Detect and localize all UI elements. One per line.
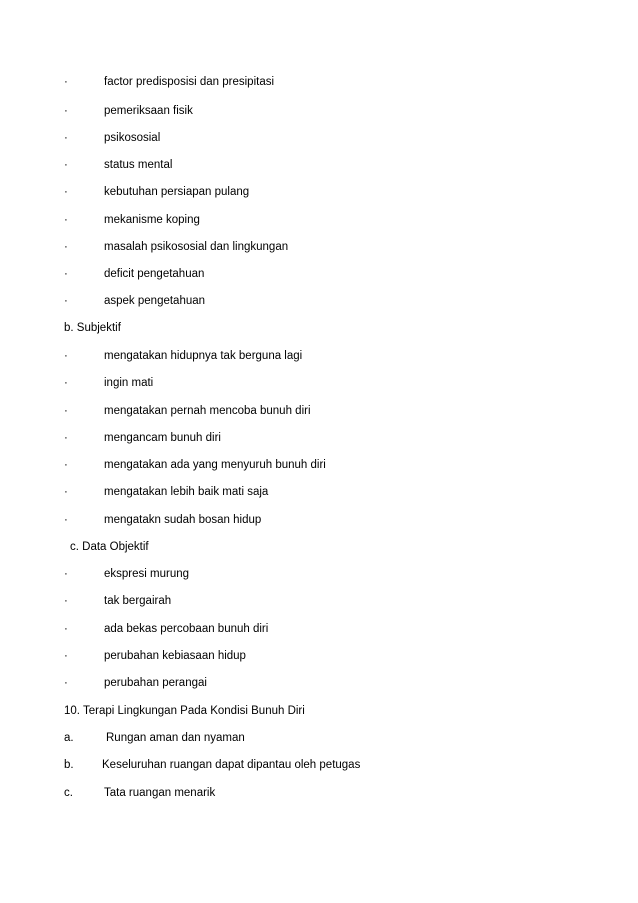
list-item-text: deficit pengetahuan <box>104 268 205 280</box>
list-item-text: Rungan aman dan nyaman <box>106 732 245 744</box>
list-item-text: ada bekas percobaan bunuh diri <box>104 623 269 635</box>
bullet-icon: · <box>64 432 68 444</box>
list-item-text: Tata ruangan menarik <box>104 787 216 799</box>
bullet-icon: · <box>64 486 68 498</box>
bullet-icon: · <box>64 214 68 226</box>
bullet-icon: · <box>64 405 68 417</box>
bullet-icon: · <box>64 159 68 171</box>
bullet-icon: · <box>64 623 68 635</box>
bullet-icon: · <box>64 268 68 280</box>
section-heading-subjektif: b. Subjektif <box>64 322 121 334</box>
bullet-icon: · <box>64 105 68 117</box>
bullet-icon: · <box>64 241 68 253</box>
list-item-text: ekspresi murung <box>104 568 190 580</box>
bullet-icon: · <box>64 377 68 389</box>
bullet-icon: · <box>64 295 68 307</box>
list-item-text: ingin mati <box>104 377 154 389</box>
list-item-text: factor predisposisi dan presipitasi <box>104 76 275 88</box>
bullet-icon: · <box>64 186 68 198</box>
list-item-text: mekanisme koping <box>104 214 200 226</box>
bullet-icon: · <box>64 677 68 689</box>
list-item-text: perubahan perangai <box>104 677 207 689</box>
list-item-text: mengancam bunuh diri <box>104 432 221 444</box>
list-letter: a. <box>64 732 74 744</box>
bullet-icon: · <box>64 76 68 88</box>
list-item-text: masalah psikososial dan lingkungan <box>104 241 289 253</box>
list-item-text: tak bergairah <box>104 595 172 607</box>
bullet-icon: · <box>64 459 68 471</box>
list-item-text: mengatakn sudah bosan hidup <box>104 514 262 526</box>
list-item-text: perubahan kebiasaan hidup <box>104 650 246 662</box>
list-item-text: Keseluruhan ruangan dapat dipantau oleh petugas <box>102 759 361 771</box>
list-item-text: status mental <box>104 159 173 171</box>
list-item-text: mengatakan pernah mencoba bunuh diri <box>104 405 311 417</box>
list-letter: b. <box>64 759 74 771</box>
list-item-text: mengatakan ada yang menyuruh bunuh diri <box>104 459 326 471</box>
bullet-icon: · <box>64 132 68 144</box>
bullet-icon: · <box>64 595 68 607</box>
list-item-text: pemeriksaan fisik <box>104 105 193 117</box>
bullet-icon: · <box>64 568 68 580</box>
bullet-icon: · <box>64 514 68 526</box>
bullet-icon: · <box>64 650 68 662</box>
section-heading-terapi-lingkungan: 10. Terapi Lingkungan Pada Kondisi Bunuh Diri <box>64 705 305 717</box>
list-item-text: mengatakan hidupnya tak berguna lagi <box>104 350 303 362</box>
list-item-text: kebutuhan persiapan pulang <box>104 186 250 198</box>
section-heading-data-objektif: c. Data Objektif <box>70 541 149 553</box>
bullet-icon: · <box>64 350 68 362</box>
list-item-text: psikososial <box>104 132 161 144</box>
list-letter: c. <box>64 787 73 799</box>
list-item-text: mengatakan lebih baik mati saja <box>104 486 269 498</box>
list-item-text: aspek pengetahuan <box>104 295 206 307</box>
